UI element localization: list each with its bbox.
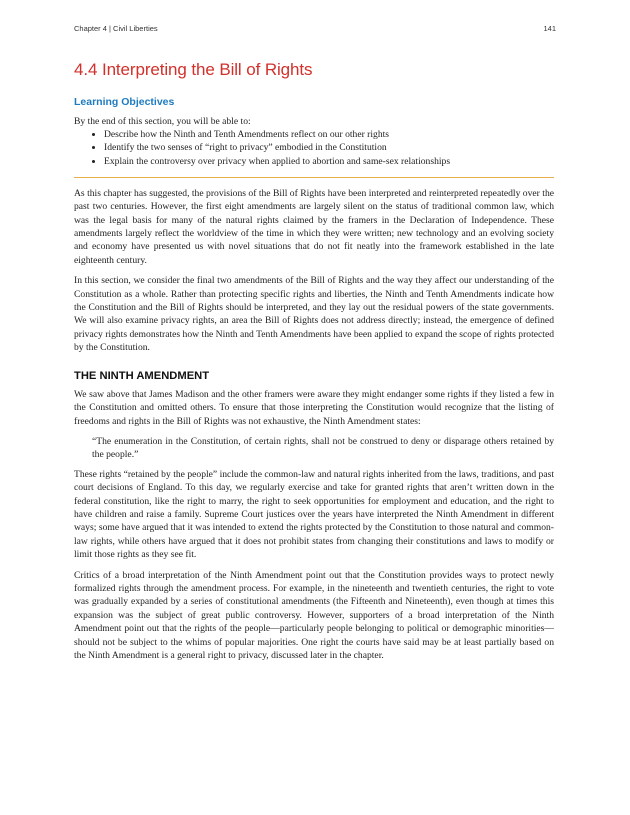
body-paragraph: These rights “retained by the people” include the common-law and natural rights inherited from the laws, traditions, and past court decisions of England. To this day, we regularly exercise and take for granted rights that aren’t written down in the federal constitution, like the right to marry, the right to seek opportunities for employment and education, and the right to have children and raise a family. Supreme Court justices over the years have interpreted the Ninth Amendment in different ways; some have argued that it was intended to extend the rights protected by the Constitution to those natural and common-law rights, while others have argued that it does not prohibit states from changing their constitutions and laws to modify or limit those rights as they see fit. — [74, 468, 554, 561]
page-number: 141 — [543, 24, 556, 33]
ninth-amendment-heading: THE NINTH AMENDMENT — [74, 369, 210, 382]
section-title: 4.4 Interpreting the Bill of Rights — [74, 60, 313, 79]
objective-item: • Explain the controversy over privacy when applied to abortion and same-sex relationships — [104, 155, 554, 168]
learning-objectives-intro: By the end of this section, you will be able to: — [74, 116, 251, 127]
learning-objectives-title: Learning Objectives — [74, 96, 175, 108]
learning-objectives-box — [74, 96, 554, 178]
body-paragraph: As this chapter has suggested, the provisions of the Bill of Rights have been interpreted and reinterpreted repeatedly over the past two centuries. However, the first eight amendments are largely silent on the status of traditional common law, which was the legal basis for many of the natural rights claimed by the framers in the Declaration of Independence. These amendments largely reflect the worldview of the time in which they were written; new technology and an evolving society and economy have presented us with novel situations that do not fit neatly into the framework established in the late eighteenth century. — [74, 187, 554, 266]
learning-objectives-list — [74, 128, 554, 168]
objective-item: • Describe how the Ninth and Tenth Amendments reflect on our other rights — [104, 128, 554, 141]
objective-item: • Identify the two senses of “right to privacy” embodied in the Constitution — [104, 141, 554, 154]
body-paragraph: In this section, we consider the final two amendments of the Bill of Rights and the way they affect our understanding of the Constitution as a whole. Rather than protecting specific rights and liberties, the Ninth and Tenth Amendments indicate how the Constitution and the Bill of Rights should be interpreted, and they lay out the residual powers of the state governments. We will also examine privacy rights, an area the Bill of Rights does not address directly; instead, the emergence of defined privacy rights demonstrates how the Ninth and Tenth Amendments have been applied to expand the scope of rights protected by the Constitution. — [74, 275, 554, 354]
body-paragraph: Critics of a broad interpretation of the Ninth Amendment point out that the Constitution provides ways to protect newly formalized rights through the amendment process. For example, in the nineteenth and twentieth centuries, the right to vote was gradually expanded by a series of constitutional amendments (the Fifteenth and Nineteenth), even though at times this expansion was the subject of great public controversy. However, supporters of a broad interpretation of the Ninth Amendment point out that the rights of the people—particularly people belonging to political or demographic minorities—should not be subject to the whims of popular majorities. One right the courts have said may be at least partially based on the Ninth Amendment is a general right to privacy, discussed later in the chapter. — [74, 569, 554, 661]
running-header — [74, 24, 556, 33]
chapter-label: Chapter 4 | Civil Liberties — [74, 24, 158, 33]
body-paragraph: We saw above that James Madison and the other framers were aware they might endanger some rights if they listed a few in the Constitution and omitted others. To ensure that those interpreting the Constitution would recognize that the listing of freedoms and rights in the Bill of Rights was not exhaustive, the Ninth Amendment states: — [74, 388, 554, 427]
amendment-quote: “The enumeration in the Constitution, of certain rights, shall not be construed to deny or disparage others retained by the people.” — [92, 435, 554, 461]
main-content — [74, 60, 554, 669]
